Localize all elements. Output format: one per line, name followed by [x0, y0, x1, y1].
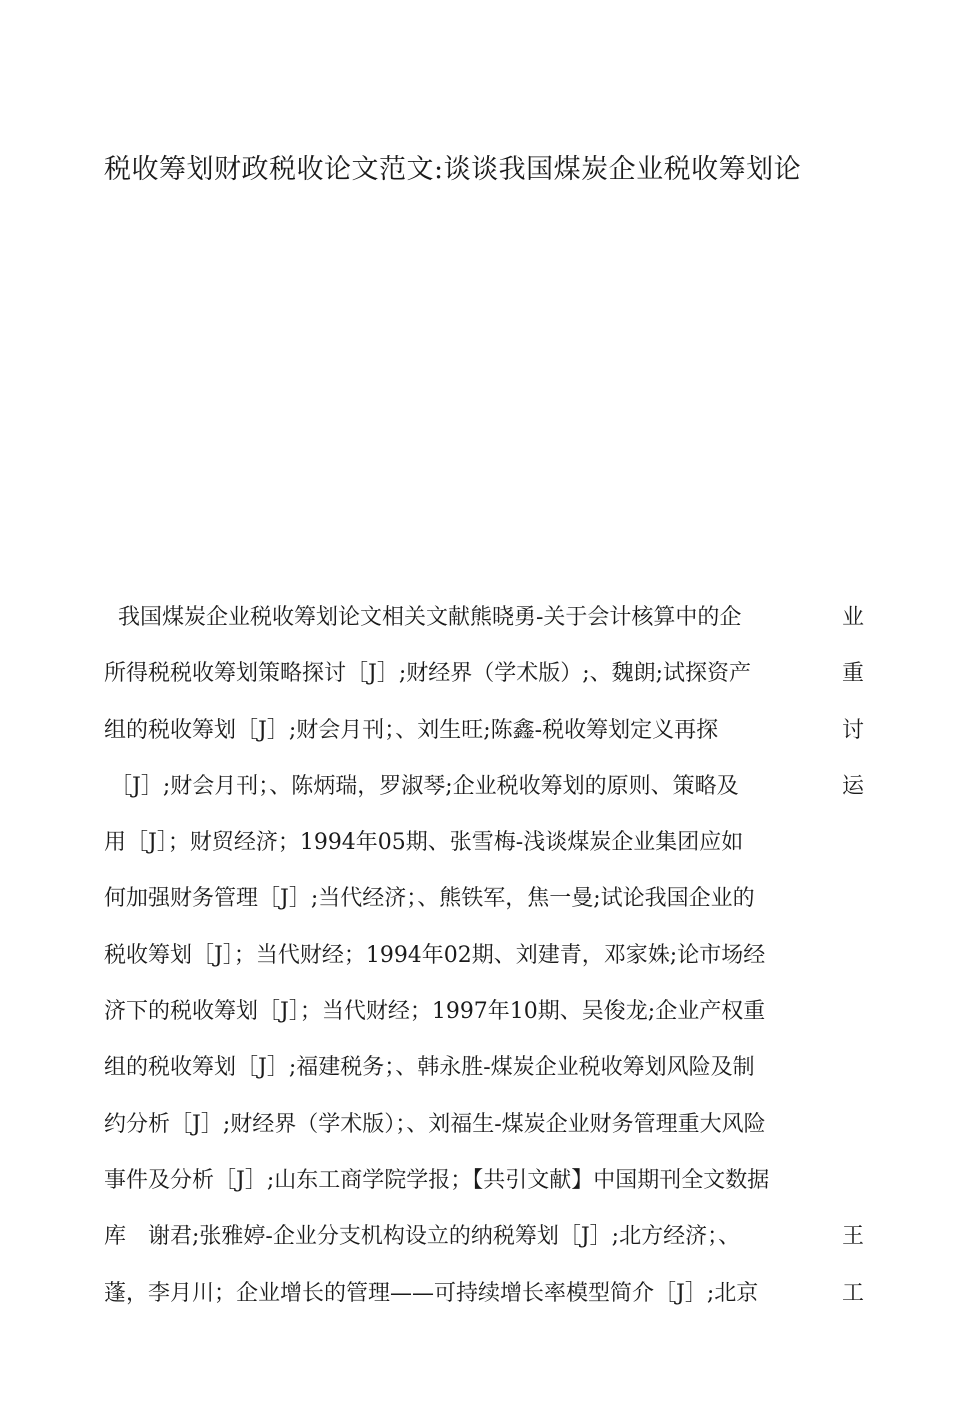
text-line — [104, 823, 864, 879]
text-line — [104, 992, 864, 1048]
text-line — [104, 1161, 864, 1217]
text-line-main: ［J］;财会月刊；、陈炳瑞，罗淑琴;企业税收筹划的原则、策略及 — [110, 773, 739, 799]
body-paragraph — [104, 598, 864, 1330]
text-line — [104, 879, 864, 935]
text-line-main: 何加强财务管理［J］;当代经济；、熊铁军，焦一曼;试论我国企业的 — [104, 886, 755, 912]
text-line — [104, 1274, 864, 1330]
text-line-main: 组的税收筹划［J］;福建税务；、韩永胜-煤炭企业税收筹划风险及制 — [104, 1055, 755, 1081]
text-line-main: 用［J］；财贸经济；1994年05期、张雪梅-浅谈煤炭企业集团应如 — [104, 830, 744, 856]
text-line-end: 业 — [841, 605, 864, 630]
text-line-main: 我国煤炭企业税收筹划论文相关文献熊晓勇-关于会计核算中的企 — [118, 605, 742, 630]
text-line — [104, 767, 864, 823]
text-line — [104, 1048, 864, 1104]
text-line-main: 组的税收筹划［J］;财会月刊；、刘生旺;陈鑫-税收筹划定义再探 — [104, 717, 719, 743]
text-line-main: 库 谢君;张雅婷-企业分支机构设立的纳税筹划［J］;北方经济；、 — [104, 1224, 741, 1250]
text-line — [104, 1105, 864, 1161]
text-line-main: 蓬，李月川；企业增长的管理——可持续增长率模型简介［J］;北京 — [104, 1280, 759, 1306]
text-line-end: 王 — [841, 1224, 864, 1250]
document-title: 税收筹划财政税收论文范文:谈谈我国煤炭企业税收筹划论 — [104, 154, 802, 185]
text-line — [104, 654, 864, 710]
text-line — [104, 1217, 864, 1273]
text-line-end: 重 — [841, 661, 864, 687]
text-line — [104, 936, 864, 992]
text-line-end: 讨 — [841, 717, 864, 743]
text-line-end: 工 — [841, 1280, 864, 1306]
text-line — [104, 598, 864, 654]
text-line-main: 事件及分析［J］;山东工商学院学报；【共引文献】中国期刊全文数据 — [104, 1167, 770, 1193]
text-line-main: 约分析［J］;财经界（学术版）；、刘福生-煤炭企业财务管理重大风险 — [104, 1111, 766, 1137]
text-line-main: 济下的税收筹划［J］；当代财经；1997年10期、吴俊龙;企业产权重 — [104, 999, 766, 1025]
text-line-main: 税收筹划［J］；当代财经；1994年02期、刘建青，邓家姝;论市场经 — [104, 942, 766, 968]
text-line-end: 运 — [841, 773, 864, 799]
text-line — [104, 711, 864, 767]
text-line-main: 所得税税收筹划策略探讨［J］;财经界（学术版）;、魏朗;试探资产 — [104, 661, 752, 687]
